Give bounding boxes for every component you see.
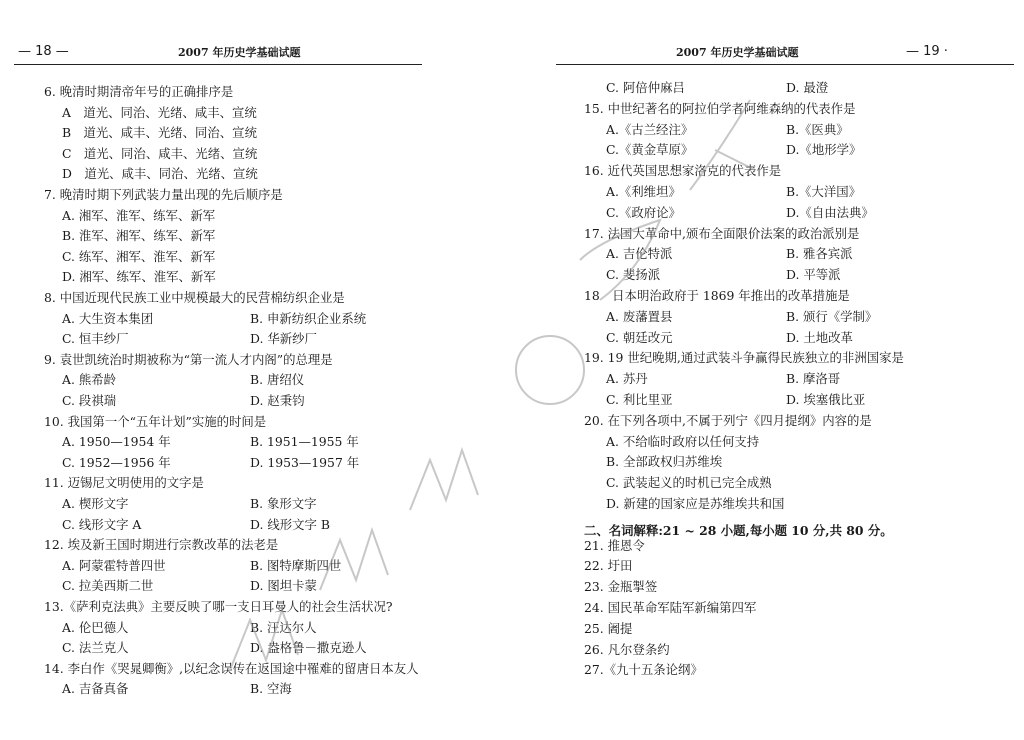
answer-option: D. 华新纱厂 (250, 331, 317, 347)
answer-option: B. 图特摩斯四世 (250, 557, 342, 573)
answer-option: B.《医典》 (786, 121, 849, 137)
answer-option: A. 苏丹 (606, 371, 648, 387)
question-text: 25. 阇提 (584, 620, 633, 636)
question-text: 10. 我国第一个“五年计划”实施的时间是 (44, 413, 267, 429)
answer-option: A. 湘军、淮军、练军、新军 (62, 207, 216, 223)
page-title: 2007 年历史学基础试题 (676, 46, 799, 59)
question-text: 20. 在下列各项中,不属于列宁《四月提纲》内容的是 (584, 412, 872, 428)
answer-option: C. 练军、湘军、淮军、新军 (62, 248, 216, 264)
answer-option: D. 平等派 (786, 267, 841, 283)
answer-option: C. 段祺瑞 (62, 393, 117, 408)
question-text: 24. 国民革命军陆军新编第四军 (584, 600, 757, 615)
answer-option: D 道光、咸丰、同治、光绪、宣统 (62, 166, 258, 182)
answer-option: B. 淮军、湘军、练军、新军 (62, 228, 216, 244)
answer-option: A. 不给临时政府以任何支持 (606, 433, 760, 449)
answer-option: C. 线形文字 A (62, 516, 142, 532)
answer-option: A. 楔形文字 (62, 496, 129, 511)
answer-option: C.《黄金草原》 (606, 142, 694, 158)
answer-option: C 道光、同治、咸丰、光绪、宣统 (62, 145, 258, 161)
answer-option: A. 吉备真备 (62, 681, 129, 697)
question-text: 27.《九十五条论纲》 (584, 662, 703, 678)
question-text: 23. 金瓶掣签 (584, 579, 658, 595)
question-text: 12. 埃及新王国时期进行宗教改革的法老是 (44, 537, 279, 553)
answer-option: D. 新建的国家应是苏维埃共和国 (606, 496, 785, 511)
answer-option: C. 1952—1956 年 (62, 454, 171, 470)
question-text: 22. 圩田 (584, 558, 633, 574)
right-page (530, 0, 1024, 740)
answer-option: B.《大洋国》 (786, 184, 861, 199)
header-rule (556, 64, 1014, 65)
answer-option: C. 拉美西斯二世 (62, 578, 154, 594)
answer-option: D. 最澄 (786, 80, 829, 95)
answer-option: D. 土地改革 (786, 329, 853, 345)
page-number: — 19 · (906, 44, 948, 59)
answer-option: D. 线形文字 B (250, 516, 330, 532)
question-text: 21. 推恩令 (584, 537, 645, 553)
answer-option: A. 1950—1954 年 (62, 434, 171, 450)
answer-option: A. 废藩置县 (606, 308, 673, 324)
question-text: 19. 19 世纪晚期,通过武装斗争赢得民族独立的非洲国家是 (584, 350, 904, 366)
answer-option: C. 朝廷改元 (606, 329, 673, 345)
answer-option: C. 利比里亚 (606, 392, 673, 407)
answer-option: C. 武装起义的时机已完全成熟 (606, 475, 772, 491)
question-text: 6. 晚清时期清帝年号的正确排序是 (44, 84, 234, 99)
question-text: 14. 李白作《哭晁卿衡》,以纪念误传在返国途中罹难的留唐日本友人 (44, 660, 419, 676)
question-text: 17. 法国大革命中,颁布全面限价法案的政治派别是 (584, 225, 860, 241)
page-title: 2007 年历史学基础试题 (178, 46, 301, 59)
answer-option: D. 图坦卡蒙 (250, 578, 317, 594)
question-text: 9. 袁世凯统治时期被称为“第一流人才内阁”的总理是 (44, 351, 333, 367)
page-header (530, 44, 1024, 64)
answer-option: D.《地形学》 (786, 142, 862, 158)
answer-option: A. 熊希龄 (62, 372, 116, 388)
question-text: 15. 中世纪著名的阿拉伯学者阿维森纳的代表作是 (584, 100, 856, 116)
section-heading: 二、名词解释:21 ~ 28 小题,每小题 10 分,共 80 分。 (584, 522, 893, 538)
answer-option: C. 法兰克人 (62, 640, 129, 656)
question-text: 7. 晚清时期下列武装力量出现的先后顺序是 (44, 187, 283, 202)
answer-option: B. 唐绍仪 (250, 372, 305, 388)
page-number: — 18 — (18, 44, 69, 59)
answer-option: B. 汪达尔人 (250, 619, 317, 635)
answer-option: C.《政府论》 (606, 204, 681, 220)
answer-option: B. 全部政权归苏维埃 (606, 454, 723, 470)
answer-option: D. 埃塞俄比亚 (786, 392, 866, 407)
answer-option: D. 盎格鲁－撒克逊人 (250, 640, 367, 656)
answer-option: B 道光、咸丰、光绪、同治、宣统 (62, 125, 257, 141)
answer-option: B. 雅各宾派 (786, 246, 853, 262)
answer-option: B. 1951—1955 年 (250, 434, 359, 450)
question-text: 13.《萨利克法典》主要反映了哪一支日耳曼人的社会生活状况? (44, 599, 393, 614)
answer-option: A. 伦巴德人 (62, 619, 129, 635)
answer-option: D. 湘军、练军、淮军、新军 (62, 269, 216, 285)
answer-option: A.《利维坦》 (606, 184, 681, 199)
answer-option: B. 摩洛哥 (786, 371, 841, 387)
question-text: 16. 近代英国思想家洛克的代表作是 (584, 163, 782, 179)
answer-option: B. 颁行《学制》 (786, 308, 878, 324)
answer-option: B. 空海 (250, 681, 292, 697)
answer-option: A. 阿蒙霍特普四世 (62, 557, 166, 573)
answer-option: C. 斐扬派 (606, 267, 661, 283)
answer-option: A. 大生资本集团 (62, 310, 154, 326)
answer-option: A. 吉伦特派 (606, 246, 673, 262)
question-text: 11. 迈锡尼文明使用的文字是 (44, 475, 204, 491)
question-text: 18 日本明治政府于 1869 年推出的改革措施是 (584, 288, 850, 303)
answer-option: D. 赵秉钧 (250, 393, 305, 408)
answer-option: C. 恒丰纱厂 (62, 331, 129, 347)
answer-option: A 道光、同治、光绪、咸丰、宣统 (62, 104, 257, 120)
answer-option: B. 象形文字 (250, 496, 317, 511)
header-rule (14, 64, 422, 65)
answer-option: D. 1953—1957 年 (250, 454, 360, 470)
answer-option: B. 申新纺织企业系统 (250, 310, 367, 326)
page-header (0, 44, 520, 64)
question-text: 26. 凡尔登条约 (584, 641, 670, 657)
answer-option: D.《自由法典》 (786, 204, 874, 220)
answer-option: C. 阿倍仲麻吕 (606, 80, 685, 95)
question-text: 8. 中国近现代民族工业中规模最大的民营棉纺织企业是 (44, 290, 345, 305)
answer-option: A.《古兰经注》 (606, 121, 694, 137)
